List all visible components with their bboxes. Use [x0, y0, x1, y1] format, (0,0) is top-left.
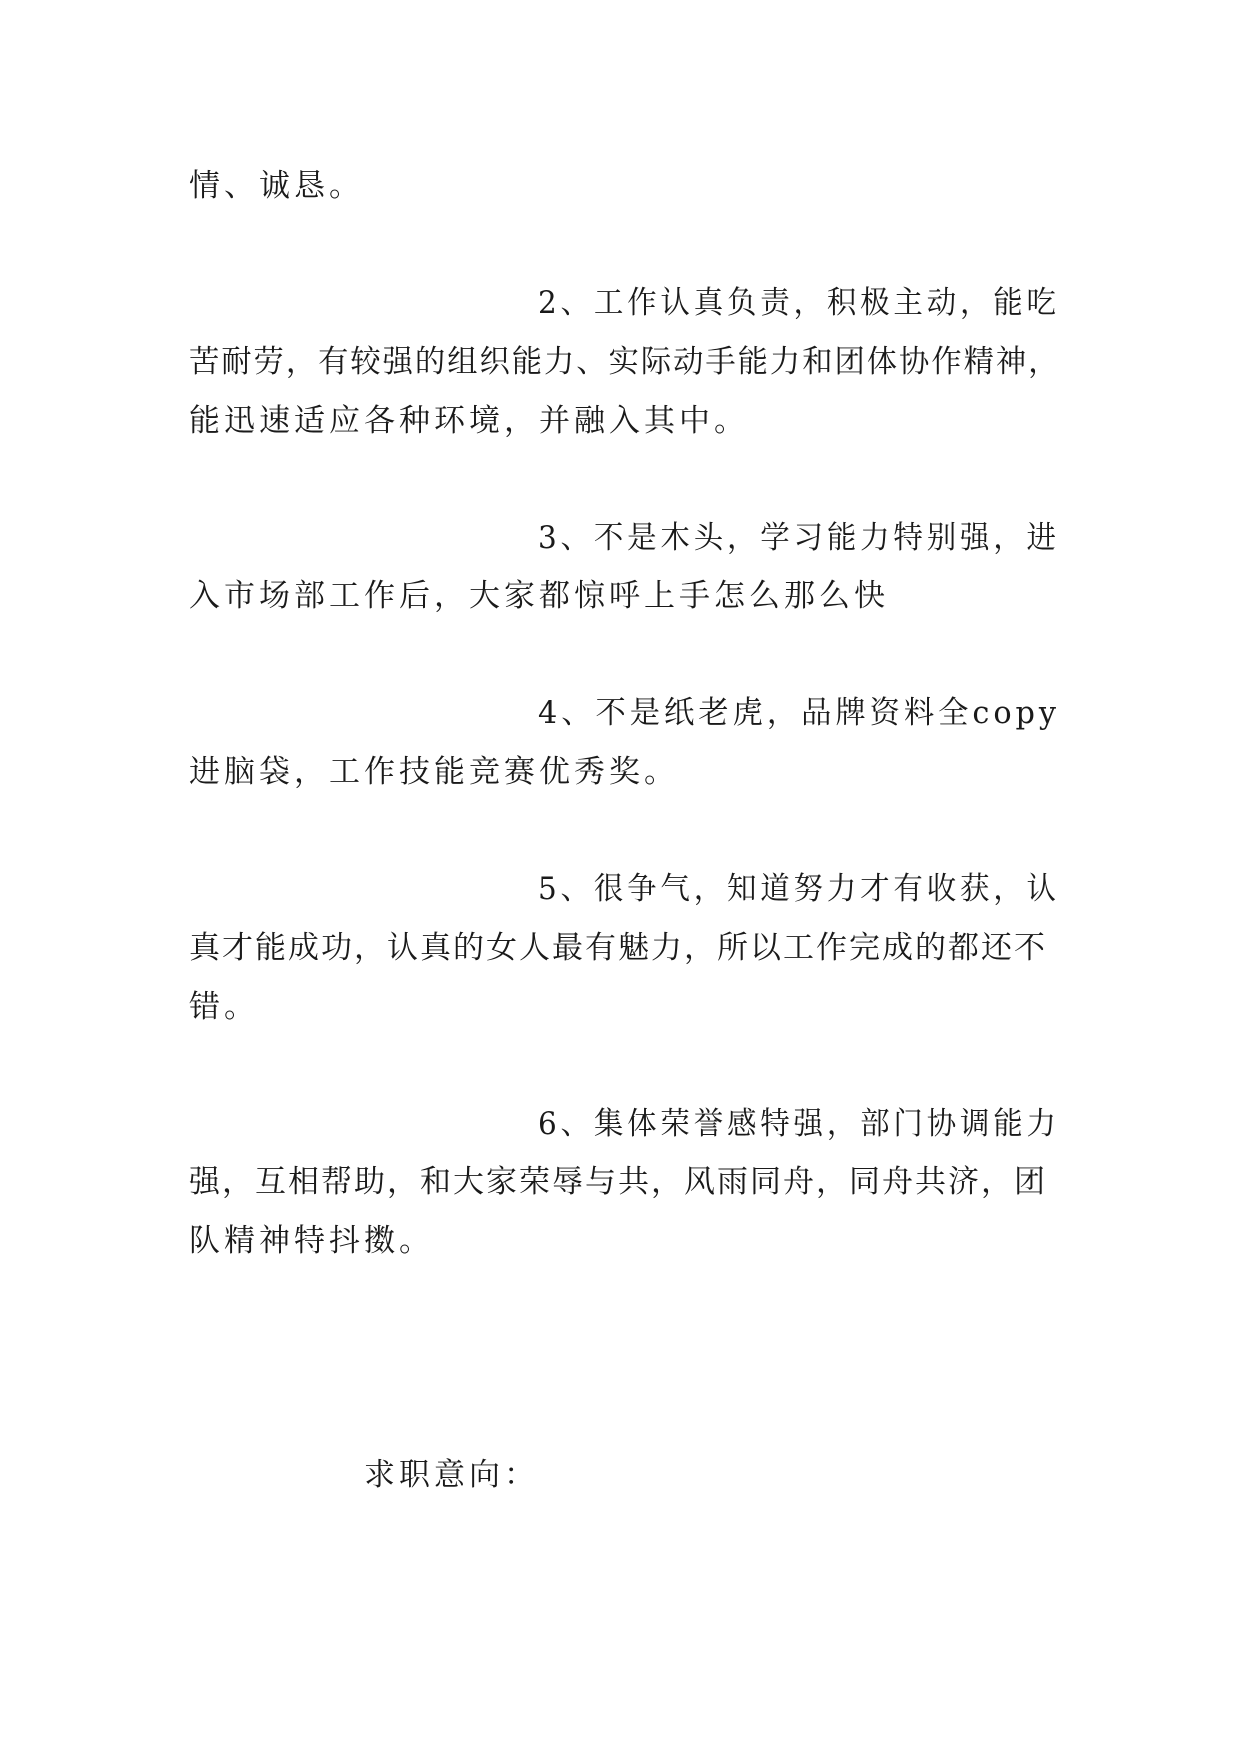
paragraph-3-first-line: 3、不是木头，学习能力特别强，进	[538, 520, 1060, 556]
text-line: 错。	[189, 989, 259, 1025]
paragraph-6-first-line: 6、集体荣誉感特强，部门协调能力	[538, 1106, 1060, 1142]
text-line: 队精神特抖擞。	[189, 1223, 434, 1259]
paragraph-2-first-line: 2、工作认真负责，积极主动，能吃	[538, 285, 1060, 321]
text-line: 苦耐劳，有较强的组织能力、实际动手能力和团体协作精神，	[189, 344, 1061, 380]
text-line: 真才能成功，认真的女人最有魅力，所以工作完成的都还不	[189, 930, 1047, 966]
text-line: 能迅速适应各种环境，并融入其中。	[189, 403, 749, 439]
paragraph-4-first-line: 4、不是纸老虎，品牌资料全copy	[538, 695, 1060, 731]
text-line: 进脑袋，工作技能竞赛优秀奖。	[189, 754, 679, 790]
text-line: 情、诚恳。	[189, 168, 364, 204]
job-intention-heading: 求职意向：	[364, 1457, 539, 1493]
text-line: 强，互相帮助，和大家荣辱与共，风雨同舟，同舟共济，团	[189, 1164, 1047, 1200]
text-line: 入市场部工作后，大家都惊呼上手怎么那么快	[189, 578, 889, 614]
paragraph-5-first-line: 5、很争气，知道努力才有收获，认	[538, 871, 1060, 907]
